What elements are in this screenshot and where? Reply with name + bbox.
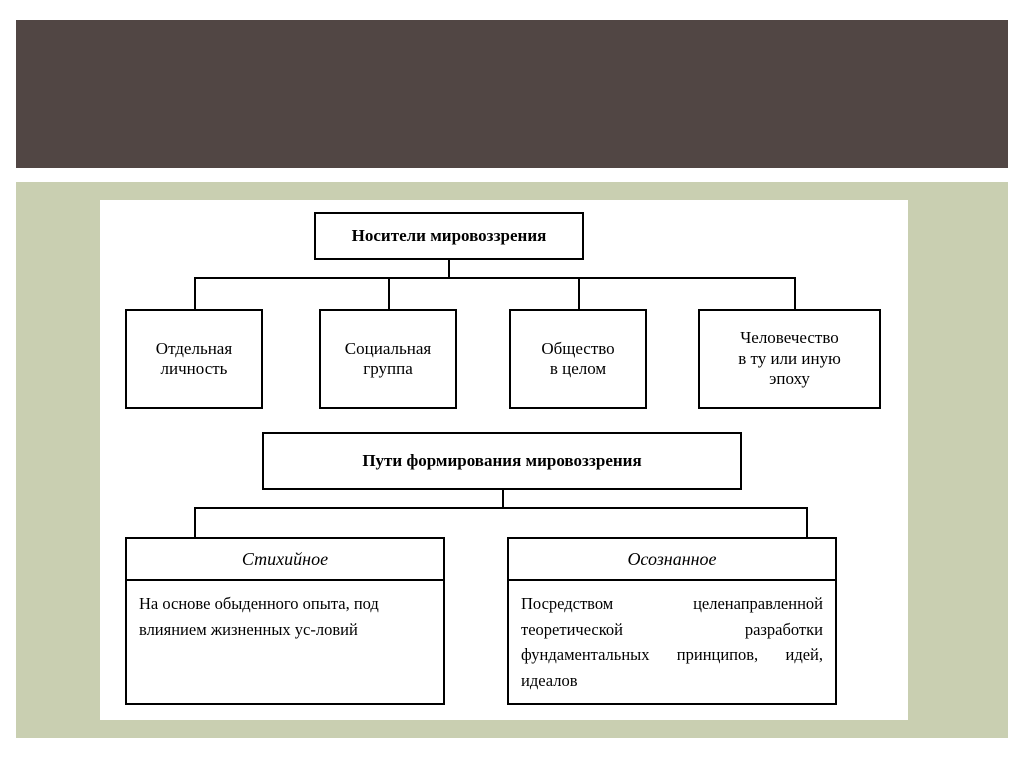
diagram1-child-1-line-1: Отдельная: [155, 338, 233, 358]
diagram1-root-box: [314, 212, 584, 260]
diagram1-child-4-line-3: эпоху: [769, 369, 810, 389]
diagram1-child-3-line-2: в целом: [549, 359, 607, 378]
diagram1-drop-3: [578, 277, 580, 309]
diagram1-drop-4: [794, 277, 796, 309]
diagram1-bus: [194, 277, 794, 279]
diagram1-child-1-line-2: личность: [160, 359, 228, 378]
title-banner: [16, 20, 1008, 168]
diagram1-child-box-1: [125, 309, 263, 409]
diagram2-drop-left: [194, 507, 196, 537]
diagram1-root-stub: [448, 260, 450, 278]
diagram2-root-stub: [502, 490, 504, 508]
diagram1-child-2-line-2: группа: [363, 359, 413, 378]
content-panel: [16, 182, 1008, 738]
diagram1-root-label: Носители мировоззрения: [351, 225, 547, 245]
diagram1-drop-1: [194, 277, 196, 309]
diagram2-root-box: [262, 432, 742, 490]
diagram1-child-box-2: [319, 309, 457, 409]
diagram1-child-4-line-2: в ту или иную: [738, 348, 841, 368]
diagram2-branch-2-text: Посредством целенаправленной теоретической разработки фундаментальных принципов, идей, идеалов: [521, 594, 823, 690]
diagram1-drop-2: [388, 277, 390, 309]
diagram1-child-2-line-1: Социальная: [344, 338, 432, 358]
diagram2-bus: [194, 507, 808, 509]
diagram2-branch-2-header: Осознанное: [509, 539, 835, 581]
diagram2-branch-1: [125, 537, 445, 705]
diagram2-branch-1-text: На основе обыденного опыта, под влиянием жизненных ус-ловий: [139, 594, 379, 639]
diagram2-root-label: Пути формирования мировоззрения: [362, 450, 642, 470]
diagram2-branch-2: [507, 537, 837, 705]
diagram2-drop-right: [806, 507, 808, 537]
diagram1-child-box-3: [509, 309, 647, 409]
diagram1-child-box-4: [698, 309, 881, 409]
diagram1-child-4-line-1: Человечество: [740, 328, 839, 348]
diagram1-child-3-line-1: Общество: [541, 338, 615, 358]
diagram-canvas: [100, 200, 908, 720]
diagram2-branch-1-header: Стихийное: [127, 539, 443, 581]
